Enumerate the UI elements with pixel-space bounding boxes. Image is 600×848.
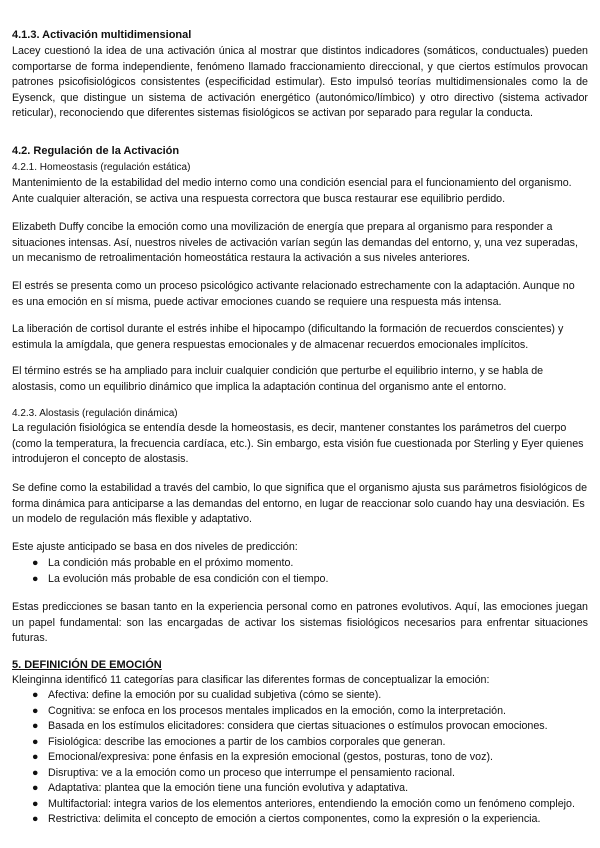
list-item: ● La evolución más probable de esa condición con el tiempo. — [32, 572, 329, 585]
paragraph-homeostasis-1: Mantenimiento de la estabilidad del medio interno como una condición esencial para el funcionamiento del organismo. Ante cualquier alteración, se activa una respuesta correctora que busca restaurar ese equilibrio perdido. — [12, 177, 572, 205]
heading-4-2-3: 4.2.3. Alostasis (regulación dinámica) — [12, 408, 178, 419]
heading-4-1-3: 4.1.3. Activación multidimensional — [12, 29, 192, 41]
list-item: ● Basada en los estímulos elicitadores: considera que ciertas situaciones o estímulos provocan emociones. — [32, 720, 548, 732]
paragraph-alostasis-2: Se define como la estabilidad a través del cambio, lo que significa que el organismo ajusta sus parámetros fisiológicos de forma dinámica para anticiparse a las demandas del entorno, en lugar de reaccionar solo cuando hay una desviación. Es un modelo de regulación más flexible y adaptativo. — [12, 482, 588, 525]
list-item: ● Restrictiva: delimita el concepto de emoción a ciertos componentes, como la expresión o la experiencia. — [32, 813, 541, 825]
list-item: ● Multifactorial: integra varios de los elementos anteriores, entendiendo la emoción como un fenómeno complejo. — [32, 797, 575, 810]
paragraph-homeostasis-5: El término estrés se ha ampliado para incluir cualquier condición que perturbe el equilibrio interno, y se habla de alostasis, como un equilibrio dinámico que implica la adaptación continua del organismo ante el entorno. — [12, 365, 544, 393]
heading-4-2: 4.2. Regulación de la Activación — [12, 145, 180, 157]
paragraph-alostasis-3: Este ajuste anticipado se basa en dos niveles de predicción: — [12, 541, 298, 553]
prediction-list — [12, 556, 588, 587]
list-item: ● Disruptiva: ve a la emoción como un proceso que interrumpe el pensamiento racional. — [32, 766, 455, 779]
paragraph-homeostasis-2: Elizabeth Duffy concibe la emoción como una movilización de energía que prepara al organismo para responder a situaciones intensas. Así, nuestros niveles de activación varían según las demandas del entorno, y, una vez superadas, un mecanismo de retroalimentación homeostática restaura la activación a sus niveles anteriores. — [12, 221, 578, 264]
list-item: ● Fisiológica: describe las emociones a partir de los cambios corporales que generan. — [32, 735, 446, 748]
paragraph-alostasis-4: Estas predicciones se basan tanto en la experiencia personal como en patrones evolutivos. Aquí, las emociones juegan un papel fundamental: son las encargadas de activar los sistemas fisiológicos necesarios para enfrentar situaciones futuras. — [12, 601, 588, 644]
paragraph-homeostasis-3: El estrés se presenta como un proceso psicológico activante relacionado estrechamente con la adaptación. Aunque no es una emoción en sí misma, puede activar emociones cuando se requiere una respuesta más intensa. — [12, 280, 575, 308]
paragraph-homeostasis-4: La liberación de cortisol durante el estrés inhibe el hipocampo (dificultando la formación de recuerdos conscientes) y estimula la amígdala, que genera respuestas emocionales y de almacenar recuerdos emocionales implícitos. — [12, 323, 564, 351]
paragraph-alostasis-1: La regulación fisiológica se entendía desde la homeostasis, es decir, mantener constantes los parámetros del cuerpo (como la temperatura, la frecuencia cardíaca, etc.). Sin embargo, esta visión fue cuestionada por Sterling y Eyer quienes introdujeron el concepto de alostasis. — [12, 422, 584, 465]
heading-5: 5. DEFINICIÓN DE EMOCIÓN — [12, 659, 162, 671]
paragraph-multidimensional: Lacey cuestionó la idea de una activación única al mostrar que distintos indicadores (somáticos, conductuales) pueden comportarse de forma independiente, fenómeno llamado fraccionamiento direccional, y que ciertos estímulos provocan patrones psicofisiológicos consistentes (especificidad estimular). Esto impulsó teorías multidimensionales como la de Eysenck, que distingue un sistema de activación energético (autonómico/límbico) y otro directivo (sistema activador reticular), reconociendo que diferentes sistemas fisiológicos se activan por separado para regular la conducta. — [12, 45, 588, 119]
heading-4-2-1: 4.2.1. Homeostasis (regulación estática) — [12, 162, 191, 173]
list-item: ● Afectiva: define la emoción por su cualidad subjetiva (cómo se siente). — [32, 689, 382, 701]
list-item: ● Adaptativa: plantea que la emoción tiene una función evolutiva y adaptativa. — [32, 782, 409, 794]
list-item: ● Emocional/expresiva: pone énfasis en la expresión emocional (gestos, posturas, tono de voz). — [32, 751, 493, 763]
list-item: ● La condición más probable en el próximo momento. — [32, 557, 294, 569]
list-item: ● Cognitiva: se enfoca en los procesos mentales implicados en la emoción, como la interpretación. — [32, 704, 507, 717]
categories-list — [12, 688, 588, 828]
paragraph-kleinginna: Kleinginna identificó 11 categorías para clasificar las diferentes formas de conceptualizar la emoción: — [12, 674, 490, 686]
